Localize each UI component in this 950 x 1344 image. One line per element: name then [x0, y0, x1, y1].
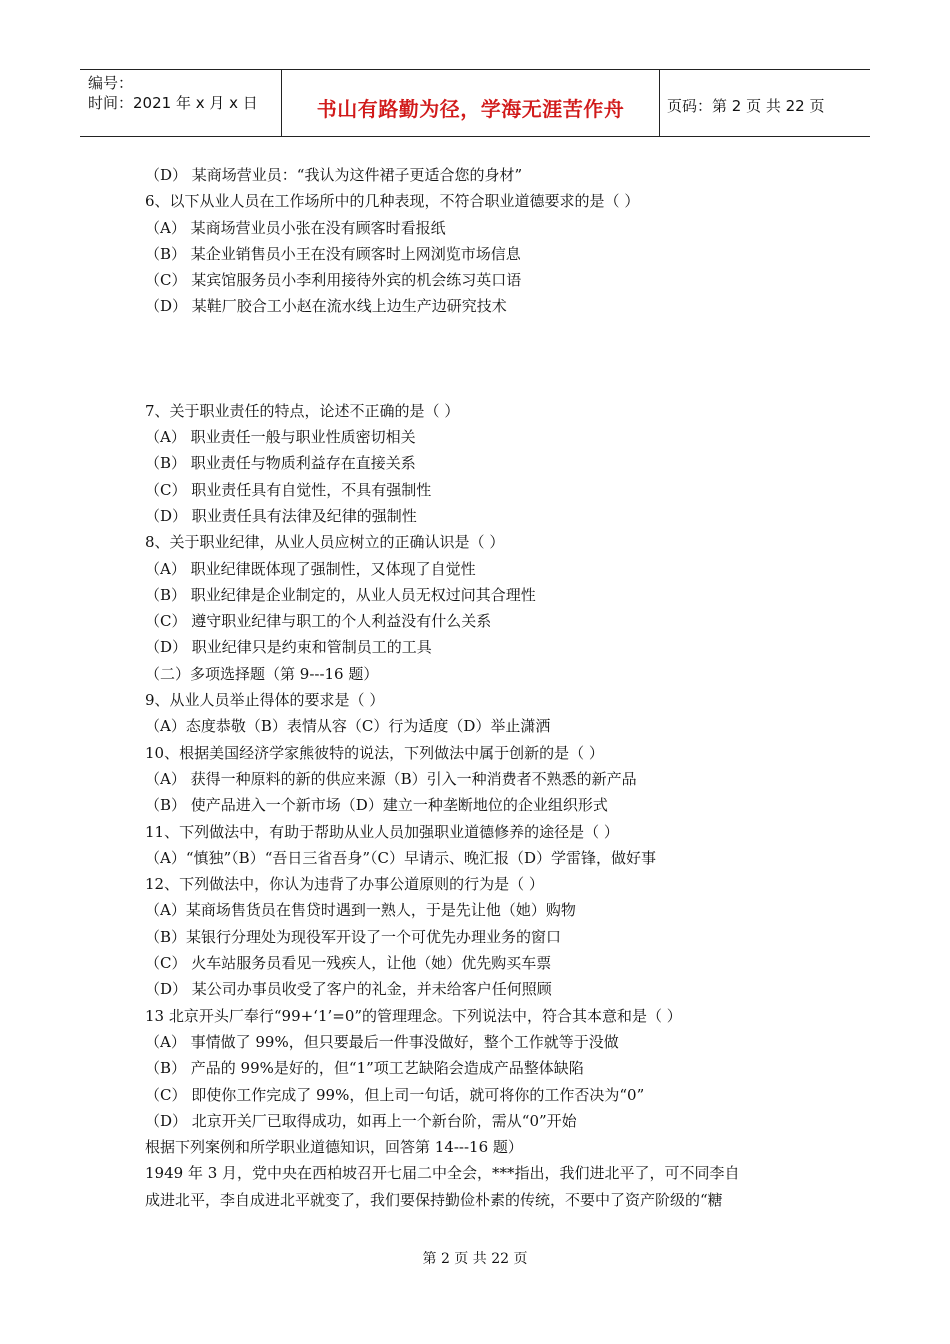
- page-header: [80, 69, 870, 137]
- option-line: （A） 职业纪律既体现了强制性，又体现了自觉性: [145, 559, 476, 578]
- question-13: 13 北京开头厂奉行“99+‘1’=0”的管理理念。下列说法中，符合其本意和是（ ）: [145, 1006, 682, 1025]
- header-page-cell: [659, 70, 870, 136]
- option-line: （B） 职业责任与物质利益存在直接关系: [145, 454, 416, 473]
- option-line: （D） 职业纪律只是约束和管制员工的工具: [145, 638, 432, 657]
- section-heading: （二）多项选择题（第 9---16 题）: [145, 664, 379, 683]
- option-line: （C） 火车站服务员看见一残疾人，让他（她）优先购买车票: [145, 954, 552, 973]
- option-line: （C） 遵守职业纪律与职工的个人利益没有什么关系: [145, 612, 492, 631]
- option-line: （A） 职业责任一般与职业性质密切相关: [145, 428, 416, 447]
- option-line: （B）某银行分理处为现役军开设了一个可优先办理业务的窗口: [145, 927, 562, 946]
- header-page-info: 页码：第 2 页 共 22 页: [667, 97, 825, 115]
- option-line: （B） 某企业销售员小王在没有顾客时上网浏览市场信息: [145, 244, 521, 263]
- question-12: 12、下列做法中，你认为违背了办事公道原则的行为是（ ）: [145, 875, 544, 894]
- blank-space: [145, 320, 825, 398]
- option-line: （C） 某宾馆服务员小李利用接待外宾的机会练习英口语: [145, 271, 522, 290]
- document-number-label: 编号：: [88, 74, 134, 92]
- case-text-line: 1949 年 3 月，党中央在西柏坡召开七届二中全会，***指出，我们进北平了，可不同李自: [145, 1164, 740, 1183]
- question-9: 9、从业人员举止得体的要求是（ ）: [145, 691, 385, 710]
- case-intro: 根据下列案例和所学职业道德知识，回答第 14---16 题）: [145, 1138, 523, 1157]
- option-line: （C） 职业责任具有自觉性，不具有强制性: [145, 480, 432, 499]
- option-line: （D） 某公司办事员收受了客户的礼金，并未给客户任何照顾: [145, 980, 552, 999]
- question-7: 7、关于职业责任的特点，论述不正确的是（ ）: [145, 401, 460, 420]
- header-meta-cell: [80, 70, 281, 136]
- option-line: （B） 职业纪律是企业制定的，从业人员无权过问其合理性: [145, 585, 536, 604]
- text-line: （D） 某商场营业员：“我认为这件裙子更适合您的身材”: [145, 166, 523, 184]
- page-footer: 第 2 页 共 22 页: [422, 1251, 528, 1267]
- document-body: [145, 162, 825, 1213]
- option-line: （A）“慎独”（B）“吾日三省吾身”（C）早请示、晚汇报（D）学雷锋，做好事: [145, 848, 657, 867]
- option-line: （A） 某商场营业员小张在没有顾客时看报纸: [145, 218, 446, 237]
- question-8: 8、关于职业纪律，从业人员应树立的正确认识是（ ）: [145, 533, 505, 552]
- header-motto: 书山有路勤为径，学海无涯苦作舟: [316, 97, 625, 121]
- option-line: （A） 获得一种原料的新的供应来源（B）引入一种消费者不熟悉的新产品: [145, 769, 637, 788]
- option-line: （B） 使产品进入一个新市场（D）建立一种垄断地位的企业组织形式: [145, 796, 608, 815]
- option-line: （D） 某鞋厂胶合工小赵在流水线上边生产边研究技术: [145, 297, 507, 316]
- option-line: （B） 产品的 99%是好的，但“1”项工艺缺陷会造成产品整体缺陷: [145, 1059, 584, 1078]
- question-10: 10、根据美国经济学家熊彼特的说法，下列做法中属于创新的是（ ）: [145, 743, 604, 762]
- option-line: （A）某商场售货员在售贷时遇到一熟人，于是先让他（她）购物: [145, 901, 576, 920]
- option-line: （D） 北京开关厂已取得成功，如再上一个新台阶，需从“0”开始: [145, 1111, 577, 1130]
- question-11: 11、下列做法中，有助于帮助从业人员加强职业道德修养的途径是（ ）: [145, 822, 619, 841]
- document-date-label: 时间：2021 年 x 月 x 日: [88, 94, 258, 112]
- option-line: （C） 即使你工作完成了 99%，但上司一句话，就可将你的工作否决为“0”: [145, 1085, 645, 1104]
- option-line: （D） 职业责任具有法律及纪律的强制性: [145, 506, 417, 525]
- case-text-line: 成进北平，李自成进北平就变了，我们要保持勤俭朴素的传统，不要中了资产阶级的“糖: [145, 1190, 723, 1209]
- header-motto-cell: [281, 70, 660, 136]
- option-line: （A） 事情做了 99%，但只要最后一件事没做好，整个工作就等于没做: [145, 1032, 619, 1051]
- question-6: 6、以下从业人员在工作场所中的几种表现，不符合职业道德要求的是（ ）: [145, 192, 640, 211]
- option-line: （A）态度恭敬（B）表情从容（C）行为适度（D）举止潇洒: [145, 717, 551, 736]
